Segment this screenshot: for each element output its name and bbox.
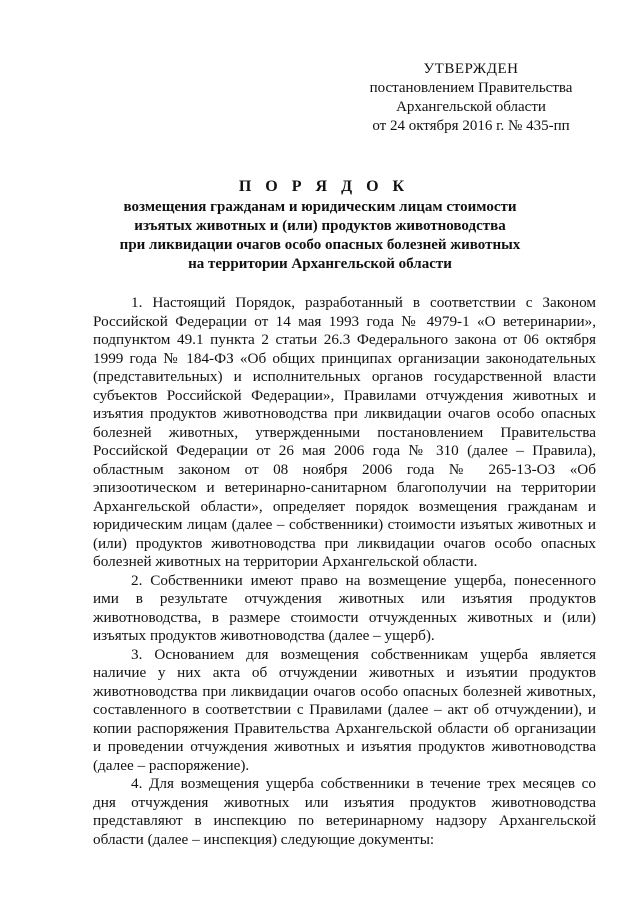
paragraph-2: 2. Собственники имеют право на возмещение ущерба, понесенного ими в результате отчуждения животных или изъятия продуктов животноводства, в размере стоимости отчужденных животных и (или) изъятых продуктов животноводства (далее – ущерб). <box>93 571 596 644</box>
paragraph-4: 4. Для возмещения ущерба собственники в течение трех месяцев со дня отчуждения животных или изъятия продуктов животноводства представляют в инспекцию по ветеринарному надзору Архангельской области (далее – инспекция) следующие документы: <box>93 775 596 848</box>
approval-heading: УТВЕРЖДЕН <box>423 61 519 77</box>
approval-stamp-block <box>356 60 586 136</box>
document-title: П О Р Я Д О К <box>238 178 410 195</box>
paragraph-1: 1. Настоящий Порядок, разработанный в соответствии с Законом Российской Федерации от 14 мая 1993 года № 4979-1 «О ветеринарии», подпунктом 49.1 пункта 2 статьи 26.3 Федерального закона от 06 октября 1999 года № 184-ФЗ «Об общих принципах организации законодательных (представительных) и исполнительных органов государственной власти субъектов Российской Федерации», Правилами отчуждения животных и изъятия продуктов животноводства при ликвидации очагов особо опасных болезней животных, утвержденными постановлением Правительства Российской Федерации от 26 мая 2006 года № 310 (далее – Правила), областным законом от 08 ноября 2006 года № 265-13-ОЗ «Об эпизоотическом и ветеринарно-санитарном благополучии на территории Архангельской области», определяет порядок возмещения гражданам и юридическим лицам (далее – собственники) стоимости изъятых животных и (или) продуктов животноводства при ликвидации очагов особо опасных болезней животных на территории Архангельской области. <box>93 294 596 570</box>
title-subline-1: возмещения гражданам и юридическим лицам стоимости <box>123 199 517 215</box>
document-title-block <box>0 176 640 274</box>
approval-line-region: Архангельской области <box>396 99 546 115</box>
approval-line-resolution: постановлением Правительства <box>369 80 573 96</box>
document-body <box>93 294 596 849</box>
title-subline-2: изъятых животных и (или) продуктов животноводства <box>134 218 506 234</box>
paragraph-3: 3. Основанием для возмещения собственникам ущерба является наличие у них акта об отчуждении животных и изъятии продуктов животноводства при ликвидации очагов особо опасных болезней животных, составленного в соответствии с Правилами (далее – акт об отчуждении), и копии распоряжения Правительства Архангельской области об организации и проведении отчуждения животных и изъятия продуктов животноводства (далее – распоряжение). <box>93 645 596 774</box>
title-subline-4: на территории Архангельской области <box>188 256 452 272</box>
approval-line-date: от 24 октября 2016 г. № 435-пп <box>372 118 570 134</box>
title-subline-3: при ликвидации очагов особо опасных болезней животных <box>119 237 521 253</box>
